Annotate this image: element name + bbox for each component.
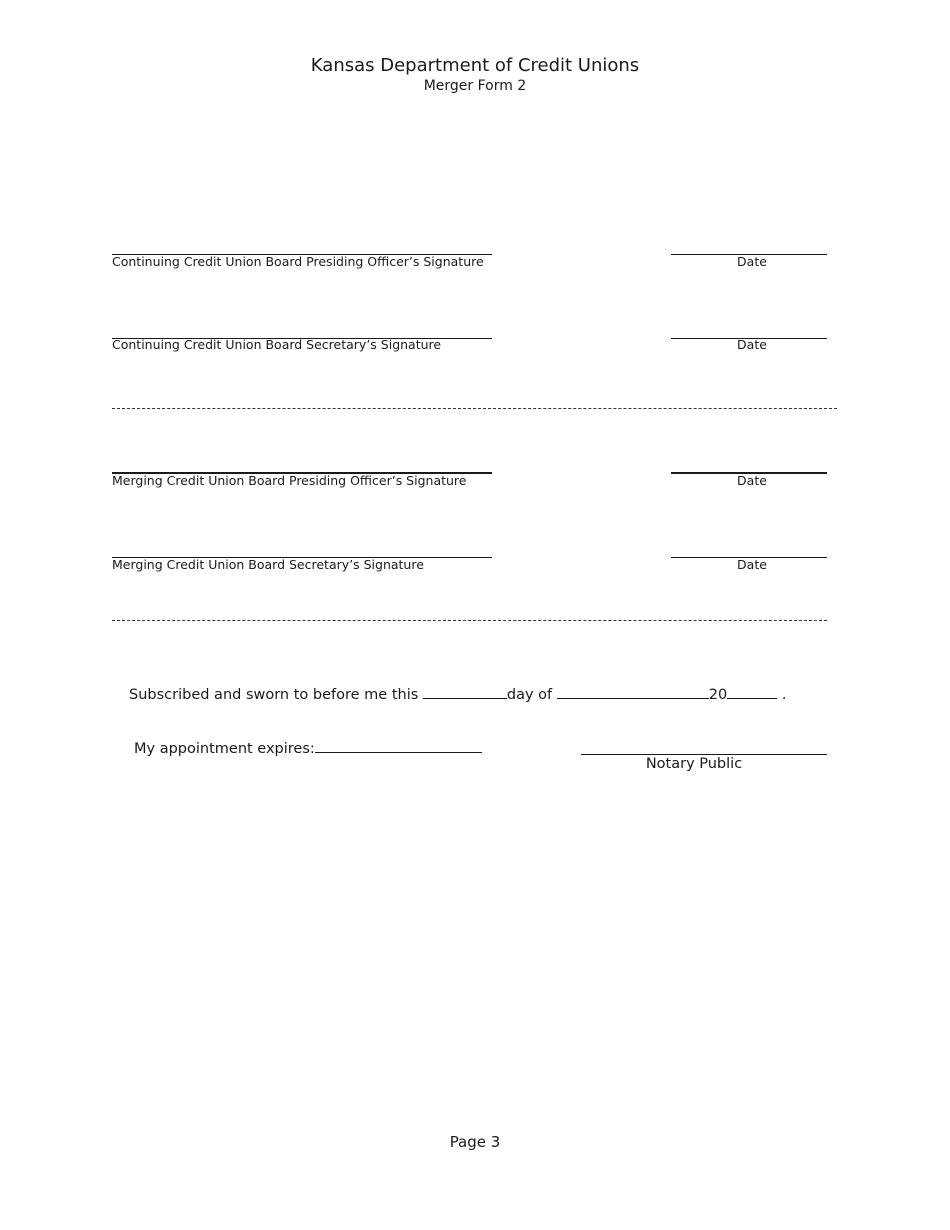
page-number: Page 3 xyxy=(449,1133,501,1151)
section-separator-bottom xyxy=(112,620,827,621)
notary-public-label: Notary Public xyxy=(645,756,743,772)
merging-officer-date-label: Date xyxy=(737,473,767,488)
appointment-blank[interactable] xyxy=(315,738,482,753)
subscribed-text: Subscribed and sworn to before me this xyxy=(129,687,419,703)
year-prefix-text: 20 xyxy=(708,687,728,703)
merging-secretary-date-label: Date xyxy=(737,557,767,572)
document-title: Kansas Department of Credit Unions xyxy=(310,55,640,76)
merging-secretary-signature-label: Merging Credit Union Board Secretary’s Signature xyxy=(112,557,424,572)
appointment-expires xyxy=(134,738,482,758)
appointment-label: My appointment expires: xyxy=(134,741,315,757)
continuing-officer-date-label: Date xyxy=(737,254,767,269)
day-of-text: day of xyxy=(506,687,553,703)
year-blank[interactable] xyxy=(727,684,777,699)
merging-officer-signature-label: Merging Credit Union Board Presiding Officer’s Signature xyxy=(112,473,467,488)
section-separator xyxy=(112,408,837,409)
oath-statement xyxy=(129,684,786,704)
continuing-secretary-signature-label: Continuing Credit Union Board Secretary’s Signature xyxy=(112,337,442,352)
continuing-secretary-date-label: Date xyxy=(737,337,767,352)
form-subtitle: Merger Form 2 xyxy=(423,78,527,94)
month-blank[interactable] xyxy=(557,684,709,699)
oath-period: . xyxy=(781,687,787,703)
day-blank[interactable] xyxy=(423,684,507,699)
continuing-officer-signature-label: Continuing Credit Union Board Presiding Officer’s Signature xyxy=(112,254,484,269)
